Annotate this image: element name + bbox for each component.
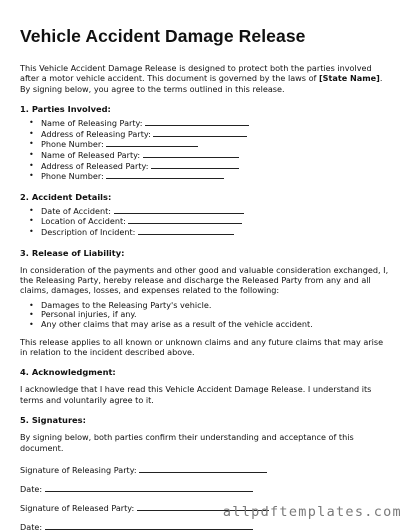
fill-blank[interactable] [106,171,224,179]
fill-blank[interactable] [151,161,239,169]
fill-blank[interactable] [143,150,239,158]
date-label: Date: [20,522,43,532]
section-heading-acknowledgment: 4. Acknowledgment: [20,367,116,378]
list-item [41,118,392,129]
date-line-released [20,522,392,532]
acknowledgment-paragraph: I acknowledge that I have read this Vehicle Accident Damage Release. I understand its terms and voluntarily agree to it. [20,384,372,405]
date-line-releasing [20,484,392,494]
field-label: Phone Number: [41,139,104,150]
fill-blank[interactable] [128,216,242,224]
state-placeholder: [State Name] [318,73,380,84]
field-label: Description of Incident: [41,226,136,237]
list-item: • Damages to the Releasing Party's vehicle. [41,301,392,311]
fill-blank[interactable] [138,227,234,235]
release-list [20,301,392,330]
field-label: Location of Accident: [41,216,126,227]
fill-blank[interactable] [153,129,247,137]
section-heading-accident: 2. Accident Details: [20,191,112,202]
field-label: Date of Accident: [41,205,111,216]
document-title: Vehicle Accident Damage Release [20,26,306,46]
fill-blank[interactable] [106,139,198,147]
field-label: Name of Releasing Party: [41,118,143,129]
signature-label: Signature of Releasing Party: [20,465,137,475]
signature-blank[interactable] [139,465,267,473]
field-label: Address of Releasing Party: [41,128,151,139]
field-label: Address of Released Party: [41,160,149,171]
parties-list [20,118,392,182]
accident-list [20,206,392,238]
signatures-paragraph: By signing below, both parties confirm their understanding and acceptance of this document. [20,432,354,453]
signature-label: Signature of Released Party: [20,503,135,513]
section-heading-signatures: 5. Signatures: [20,415,86,426]
list-item: • Personal injuries, if any. [41,310,392,320]
list-item [41,171,392,182]
release-closing-paragraph: This release applies to all known or unknown claims and any future claims that may arise in relation to the incident described above. [20,336,384,357]
list-item [41,129,392,140]
intro-text-before: This Vehicle Accident Damage Release is designed to protect both the parties involved after a motor vehicle accident. This document is governed by the laws of [20,63,372,84]
fill-blank[interactable] [114,206,244,214]
field-label: Name of Released Party: [41,150,141,160]
release-paragraph: In consideration of the payments and other good and valuable consideration exchanged, I, the Releasing Party, hereby release and discharge the Released Party from any and all claims, damages, losses, and expenses related to the following: [20,264,389,296]
section-heading-parties: 1. Parties Involved: [20,104,111,115]
intro-text-after: . By signing below, you agree to the terms outlined in this release. [20,73,383,94]
list-item [41,227,392,238]
field-label: Phone Number: [41,171,104,182]
list-item [41,150,392,161]
list-item [41,139,392,150]
section-heading-release: 3. Release of Liability: [20,247,125,258]
list-item: • Any other claims that may arise as a result of the vehicle accident. [41,320,392,330]
intro-paragraph [20,63,392,94]
signature-line-releasing [20,465,392,475]
date-blank[interactable] [45,522,253,530]
list-item [41,161,392,172]
list-item [41,206,392,217]
date-label: Date: [20,484,43,494]
list-item [41,216,392,227]
date-blank[interactable] [45,484,253,492]
fill-blank[interactable] [145,118,249,126]
watermark: allpdftemplates.com [222,504,402,520]
document-page [20,26,392,532]
